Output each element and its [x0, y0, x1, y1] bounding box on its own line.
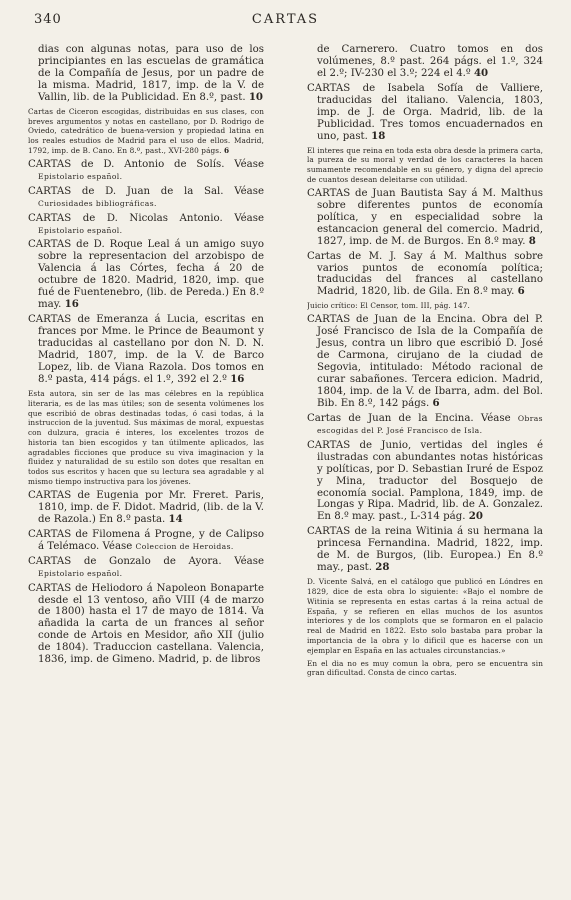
running-header	[0, 12, 571, 30]
entry-filomena: CARTAS de Filomena á Progne, y de Calipso á Telémaco. Véase Coleccion de Heroidas.	[28, 528, 264, 552]
entry-juan-de-la-sal: CARTAS de D. Juan de la Sal. Véase Curiosidades bibliográficas.	[28, 185, 264, 208]
entry-witinia: CARTAS de la reina Witinia á su hermana la princesa Fernandina. Madrid, 1822, imp. de M. de Burgos, (lib. Europea.) En 8.º may., past. 28	[307, 526, 543, 574]
note-salva: D. Vicente Salvá, en el catálogo que publicó en Lóndres en 1829, dice de esta obra lo siguiente: «Bajo el nombre de Witinia se representa en estas cartas á la reina actual de España, y se refieren en ellas muchos de los asuntos interiores y de los complots que se formaron en el palacio real de Madrid en 1822. Esto solo bastaba para probar la importancia de la obra y lo dificil que es hacerse con un ejemplar en España en las actuales circunstancias.»	[307, 577, 543, 655]
entry-say-malthus-2: Cartas de M. J. Say á M. Malthus sobre varios puntos de economía política; traducidas del frances al castellano Madrid, 1820, lib. de Gila. En 8.º may. 6	[307, 250, 543, 298]
entry-roque-leal: CARTAS de D. Roque Leal á un amigo suyo sobre la representacion del arzobispo de Valencia á las Córtes, fecha á 20 de octubre de 1820. Madrid, 1820, imp. que fué de Fuentenebro, (lib. de Pereda.) En 8.º may. 16	[28, 239, 264, 311]
entry-continuation-heliodoro: de Carnerero. Cuatro tomos en dos volúmenes, 8.º past. 264 págs. el 1.º, 324 el 2.º; IV-230 el 3.º; 224 el 4.º 40	[317, 44, 543, 79]
entry-junio: CARTAS de Junio, vertidas del ingles é ilustradas con abundantes notas históricas y políticas, por D. Sebastian Iruré de Espoz y Mina, traductor del Bosquejo de economía social. Pamplona, 1849, imp. de Longas y Ripa. Madrid, lib. de A. Gonzalez. En 8.º may. past., L-314 pág. 20	[307, 439, 543, 523]
note-comun: En el dia no es muy comun la obra, pero se encuentra sin gran dificultad. Consta de cinco cartas.	[307, 658, 543, 678]
entry-gonzalo-de-ayora: CARTAS de Gonzalo de Ayora. Véase Epistolario español.	[28, 555, 264, 578]
page-number: 340	[34, 12, 62, 27]
entry-ciceron: Cartas de Ciceron escogidas, distribuidas en sus clases, con breves argumentos y notas en castellano, por D. Rodrigo de Oviedo, catedrático de buena-version y propiedad latina en los reales estudios de Madrid para el uso de ellos. Madrid, 1792, imp. de B. Cano. En 8.º, past., XVI-280 págs. 6	[28, 106, 264, 155]
entry-juan-de-la-encina: CARTAS de Juan de la Encina. Obra del P. José Francisco de Isla de la Compañía de Jesus, contra un libro que escribió D. José de Carmona, cirujano de la ciudad de Segovia, intitulado: Método racional de curar sabañones. Tercera edicion. Madrid, 1804, imp. de la V. de Ibarra, adm. del Bol. Bib. En 8.º, 142 págs. 6	[307, 314, 543, 409]
entry-say-malthus: CARTAS de Juan Bautista Say á M. Malthus sobre diferentes puntos de economía política, y en especialidad sobre la estancacion general del comercio. Madrid, 1827, imp. de M. de Burgos. En 8.º may. 8	[307, 187, 543, 247]
note-juicio-critico: Juicio crítico: El Censor, tom. III, pág. 147.	[307, 301, 470, 311]
entry-heliodoro: CARTAS de Heliodoro á Napoleon Bonaparte desde el 13 ventoso, año VIII (4 de marzo de 1800) hasta el 17 de mayo de 1814. Va añadida la carta de un frances al señor conde de Artois en Mesidor, año XII (julio de 1804). Traduccion castellana. Valencia, 1836, imp. de Gimeno. Madrid, p. de libros	[28, 582, 264, 666]
note-emeranza: Esta autora, sin ser de las mas célebres en la república literaria, es de las mas útiles; son de sesenta volúmenes los que escribió de obras destinadas todas, ó casi todas, á la instruccion de la juventud. Sus máximas de moral, expuestas con dulzura, gracia é interes, los excelentes trozos de historia tan bien escogidos y tan útilmente aplicados, las agradables ficciones que produce su viva imaginacion y la fluidez y naturalidad de su estilo son dotes que resaltan en todos sus escritos y hacen que su lectura sea agradable y al mismo tiempo instructiva para los jóvenes.	[28, 388, 264, 487]
entry-solis: CARTAS de D. Antonio de Solís. Véase Epistolario español.	[28, 158, 264, 181]
entry-isabela-sofia: CARTAS de Isabela Sofía de Valliere, traducidas del italiano. Valencia, 1803, imp. de J. de Orga. Madrid, lib. de la Publicidad. Tres tomos encuadernados en uno, past. 18	[307, 82, 543, 142]
entry-emeranza: CARTAS de Emeranza á Lucia, escritas en frances por Mme. le Prince de Beaumont y traducidas al castellano por don N. D. N. Madrid, 1807, imp. de la V. de Barco Lopez, lib. de Viana Razola. Dos tomos en 8.º pasta, 414 págs. el 1.º, 392 el 2.º 16	[28, 314, 264, 385]
entry-nicolas-antonio: CARTAS de D. Nicolas Antonio. Véase Epistolario español.	[28, 212, 264, 235]
entry-continuation: dias con algunas notas, para uso de los principiantes en las escuelas de gramática de la Compañía de Jesus, por un padre de la misma. Madrid, 1817, imp. de la V. de Vallin, lib. de la Publicidad. En 8.º, past. 10	[38, 44, 264, 103]
entry-juan-de-la-encina-xref: Cartas de Juan de la Encina. Véase Obras escogidas del P. José Francisco de Isla.	[307, 412, 543, 435]
entry-eugenia: CARTAS de Eugenia por Mr. Freret. Paris, 1810, imp. de F. Didot. Madrid, (lib. de la V. de Razola.) En 8.º pasta. 14	[28, 489, 264, 525]
right-column	[307, 44, 543, 892]
note-isabela-sofia: El interes que reina en toda esta obra desde la primera carta, la pureza de su moral y verdad de los caracteres la hacen sumamente recomendable en su género, y digna del aprecio de cuantos desean deleitarse con utilidad.	[307, 145, 543, 185]
left-column	[28, 44, 264, 892]
running-title: CARTAS	[251, 12, 320, 27]
